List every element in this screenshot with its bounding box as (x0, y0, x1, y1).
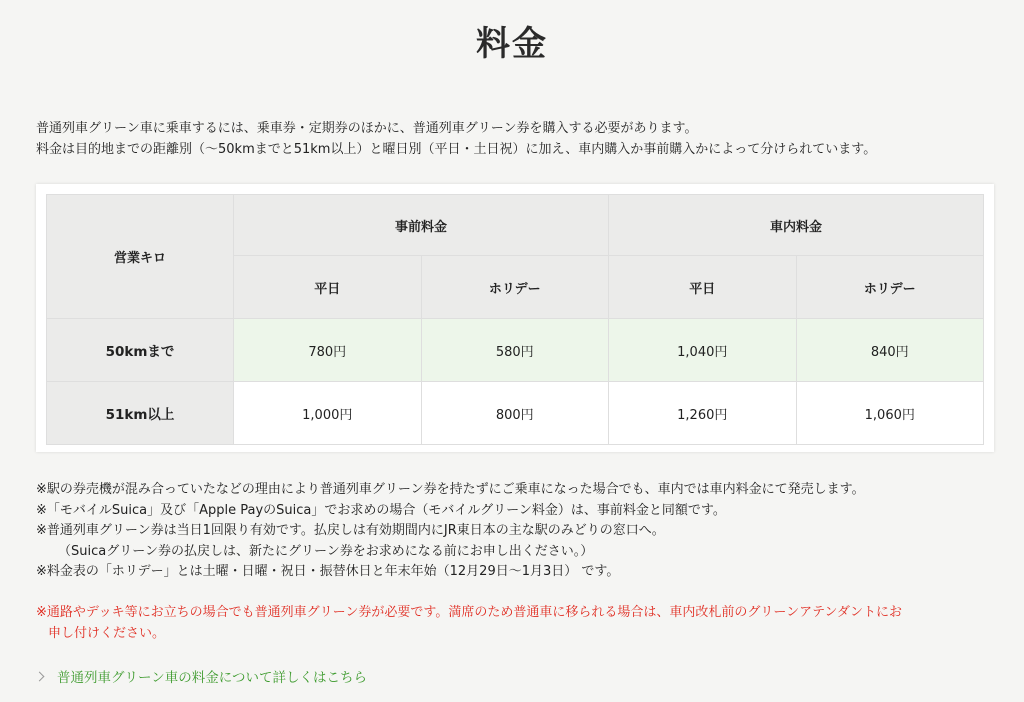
intro-line: 料金は目的地までの距離別（〜50kmまでと51km以上）と曜日別（平日・土日祝）に加え、車内購入か事前購入かによって分けられています。 (36, 142, 877, 157)
fare-cell: 780円 (234, 319, 422, 382)
fare-cell: 1,260円 (609, 382, 797, 445)
fare-details-link-label: 普通列車グリーン車の料金について詳しくはこちら (57, 670, 367, 686)
table-row (47, 319, 984, 382)
fare-cell: 1,000円 (234, 382, 422, 445)
note-line: ※「モバイルSuica」及び「Apple PayのSuica」でお求めの場合（モバイルグリーン料金）は、事前料金と同額です。 (36, 502, 726, 518)
fare-table (46, 194, 984, 445)
note-line: ※料金表の「ホリデー」とは土曜・日曜・祝日・振替休日と年末年始（12月29日〜1月3日） です。 (36, 564, 620, 579)
fare-cell: 840円 (796, 319, 984, 382)
advance-fare-header: 事前料金 (234, 195, 609, 256)
fare-cell: 1,040円 (609, 319, 797, 382)
fare-table-card (36, 184, 994, 452)
advance-weekday-header: 平日 (234, 256, 422, 319)
warning-notice (36, 602, 996, 644)
fare-cell: 580円 (421, 319, 609, 382)
notes (36, 480, 996, 583)
table-row (47, 382, 984, 445)
fare-details-link[interactable] (36, 666, 367, 686)
chevron-right-icon (35, 671, 45, 681)
advance-holiday-header: ホリデー (421, 256, 609, 319)
intro-text (36, 118, 996, 160)
onboard-weekday-header: 平日 (609, 256, 797, 319)
fare-cell: 1,060円 (796, 382, 984, 445)
row-distance-label: 50kmまで (47, 319, 234, 382)
row-distance-label: 51km以上 (47, 382, 234, 445)
fare-cell: 800円 (421, 382, 609, 445)
table-header-row (47, 195, 984, 256)
warning-line: 申し付けください。 (48, 626, 166, 641)
note-line: ※普通列車グリーン券は当日1回限り有効です。払戻しは有効期間内にJR東日本の主な駅のみどりの窓口へ。 (36, 523, 665, 538)
intro-line: 普通列車グリーン車に乗車するには、乗車券・定期券のほかに、普通列車グリーン券を購入する必要があります。 (36, 121, 698, 136)
page-title: 料金 (476, 24, 548, 64)
onboard-fare-header: 車内料金 (609, 195, 984, 256)
note-line: ※駅の券売機が混み合っていたなどの理由により普通列車グリーン券を持たずにご乗車になった場合でも、車内では車内料金にて発売します。 (36, 482, 865, 497)
warning-line: ※通路やデッキ等にお立ちの場合でも普通列車グリーン券が必要です。満席のため普通車に移られる場合は、車内改札前のグリーンアテンダントにお (36, 605, 903, 620)
onboard-holiday-header: ホリデー (796, 256, 984, 319)
distance-header: 営業キロ (47, 195, 234, 319)
note-line: （Suicaグリーン券の払戻しは、新たにグリーン券をお求めになる前にお申し出ください。） (58, 543, 594, 559)
